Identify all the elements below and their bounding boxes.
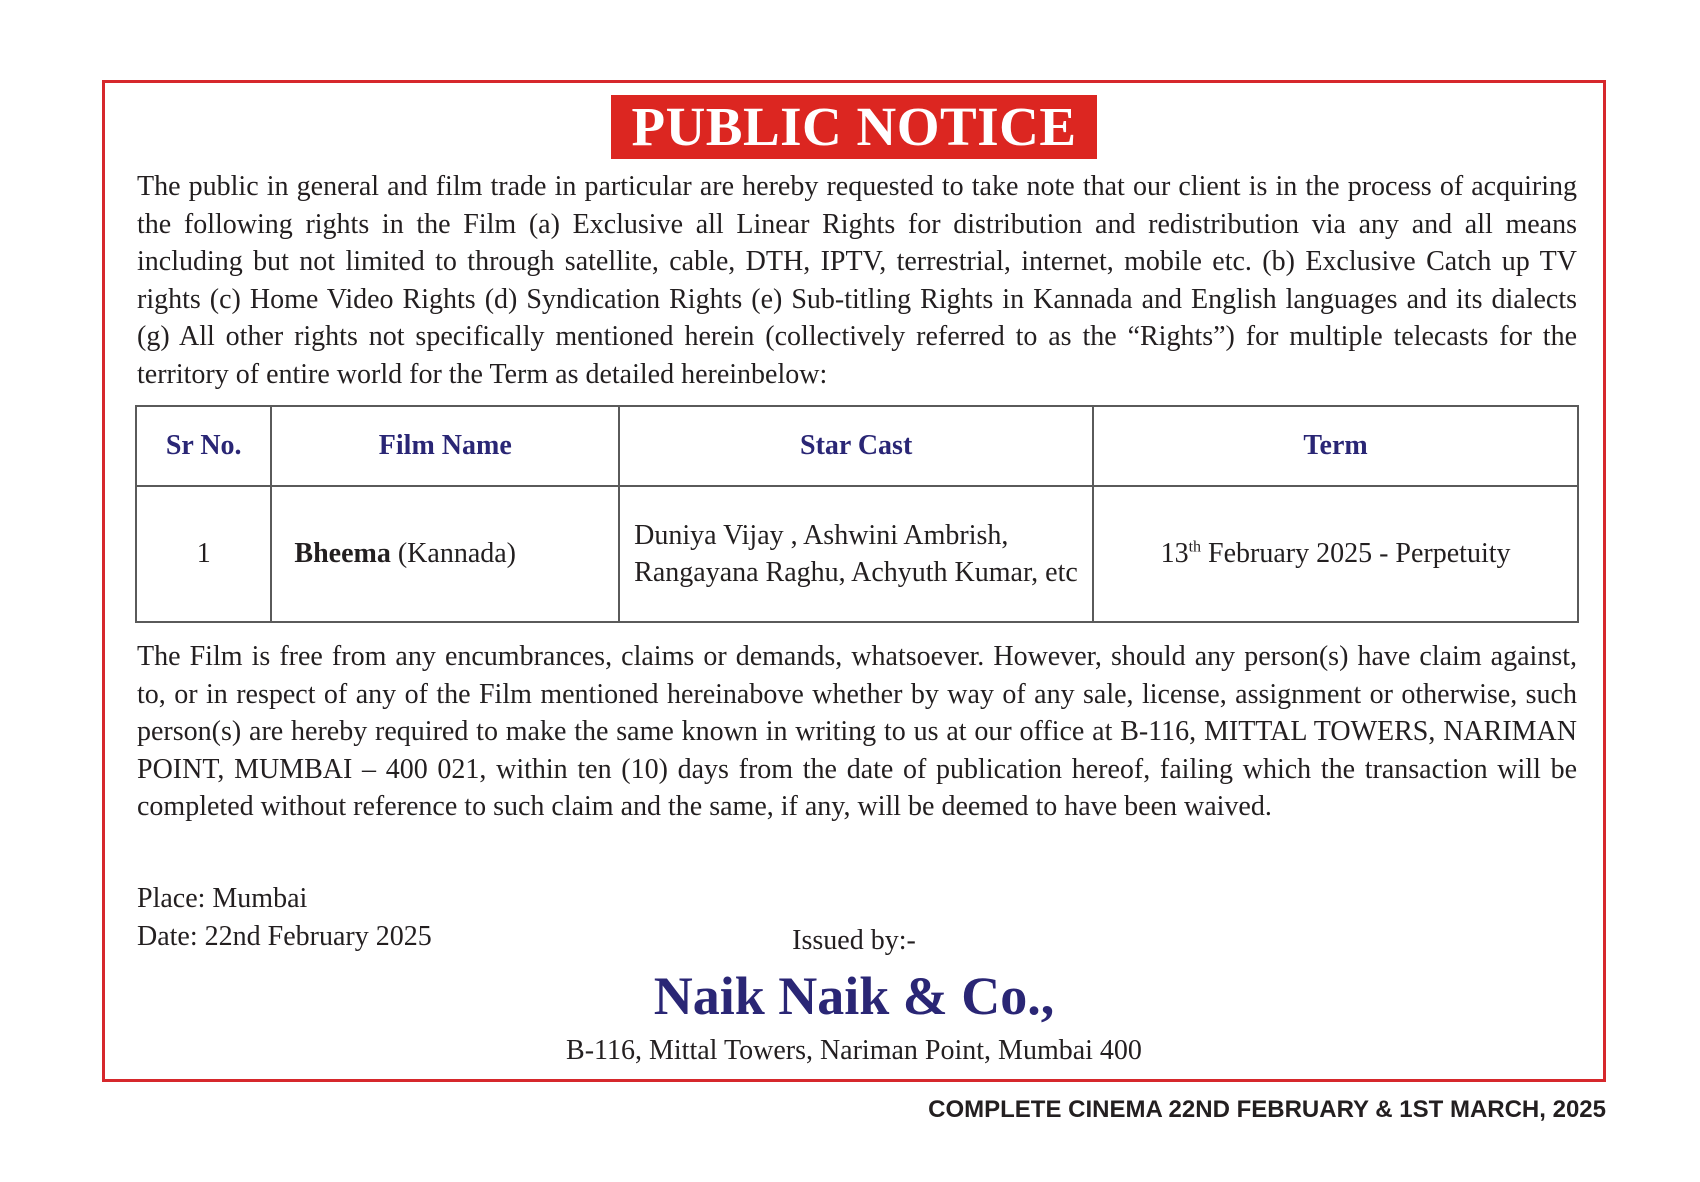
cell-star-cast: Duniya Vijay , Ashwini Ambrish, Rangayana Raghu, Achyuth Kumar, etc <box>619 486 1093 622</box>
header-sr-no: Sr No. <box>136 406 271 486</box>
table-header-row <box>136 406 1578 486</box>
intro-paragraph: The public in general and film trade in particular are hereby requested to take note that our client is in the process of acquiring the following rights in the Film (a) Exclusive all Linear Rights for distribution and redistribution via any and all means including but not limited to through satellite, cable, DTH, IPTV, terrestrial, internet, mobile etc. (b) Exclusive Catch up TV rights (c) Home Video Rights (d) Syndication Rights (e) Sub-titling Rights in Kannada and English languages and its dialects (g) All other rights not specifically mentioned herein (collectively referred to as the “Rights”) for multiple telecasts for the territory of entire world for the Term as detailed hereinbelow: <box>137 171 1577 390</box>
closing-paragraph: The Film is free from any encumbrances, claims or demands, whatsoever. However, should any person(s) have claim against, to, or in respect of any of the Film mentioned hereinabove whether by way of any sale, license, assignment or otherwise, such person(s) are hereby required to make the same known in writing to us at our office at B-116, MITTAL TOWERS, NARIMAN POINT, MUMBAI – 400 021, within ten (10) days from the date of publication hereof, failing which the transaction will be completed without reference to such claim and the same, if any, will be deemed to have been waived. <box>137 641 1577 822</box>
publication-footer: COMPLETE CINEMA 22ND FEBRUARY & 1ST MARCH, 2025 <box>928 1096 1606 1123</box>
date-line: Date: 22nd February 2025 <box>137 920 432 952</box>
header-term: Term <box>1093 406 1578 486</box>
place-line: Place: Mumbai <box>137 883 308 914</box>
notice-frame <box>102 80 1606 1082</box>
header-star-cast: Star Cast <box>619 406 1093 486</box>
film-title: Bheema <box>294 538 391 570</box>
issued-by: Issued by:- <box>792 925 916 956</box>
term-rest: February 2025 - Perpetuity <box>1201 538 1511 570</box>
title-wrap <box>105 95 1603 159</box>
header-film-name: Film Name <box>271 406 619 486</box>
table-row <box>136 486 1578 622</box>
film-language: (Kannada) <box>390 538 516 570</box>
cell-sr-no: 1 <box>136 486 271 622</box>
cell-film-name <box>271 486 619 622</box>
term-suffix: th <box>1188 538 1202 556</box>
rights-table <box>135 405 1579 623</box>
firm-address: B-116, Mittal Towers, Nariman Point, Mumbai 400 <box>566 1035 1142 1066</box>
term-day: 13 <box>1160 538 1189 570</box>
notice-title: PUBLIC NOTICE <box>611 95 1096 159</box>
cell-term <box>1093 486 1578 622</box>
firm-name: Naik Naik & Co., <box>653 966 1055 1026</box>
